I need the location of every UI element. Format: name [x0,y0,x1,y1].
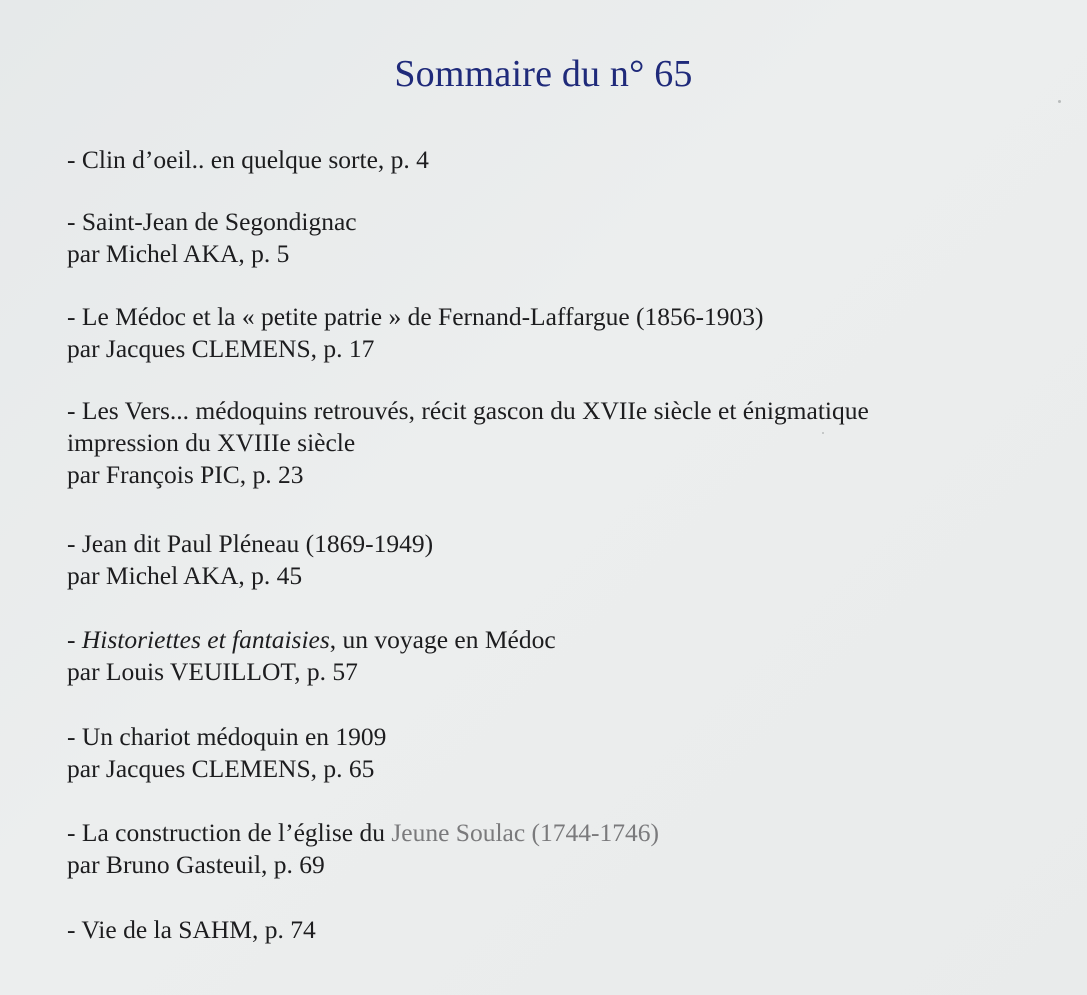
entry-title-rest: , un voyage en Médoc [329,625,556,654]
toc-entry [67,914,1057,946]
entry-title: - Le Médoc et la « petite patrie » de Fernand-Laffargue (1856-1903) [67,302,764,331]
entry-title-main: - La construction de l’église du [67,818,392,847]
entry-title: - Un chariot médoquin en 1909 [67,722,387,751]
entry-title: - Vie de la SAHM, p. 74 [67,915,316,944]
entry-author-page: par Michel AKA, p. 45 [67,561,303,590]
toc-entry [67,721,1057,785]
entry-author-page: par François PIC, p. 23 [67,460,304,489]
entry-author-page: par Louis VEUILLOT, p. 57 [67,657,358,686]
entry-title: - Saint-Jean de Segondignac [67,207,357,236]
toc-entry [67,144,1057,176]
entry-title [67,817,1057,849]
paper-speck [822,432,824,434]
entry-author-page: par Jacques CLEMENS, p. 65 [67,754,375,783]
toc-entry [67,817,1057,881]
toc-entry [67,301,1057,365]
toc-entry [67,206,1057,270]
entry-author-page: par Jacques CLEMENS, p. 17 [67,334,375,363]
entry-title: - Clin d’oeil.. en quelque sorte, p. 4 [67,145,429,174]
page-title: Sommaire du n° 65 [394,53,693,95]
entry-title: - Jean dit Paul Pléneau (1869-1949) [67,529,434,558]
entry-title-faded: Jeune Soulac (1744-1746) [391,818,660,847]
paper-speck [1058,100,1061,103]
entry-author-page: par Michel AKA, p. 5 [67,239,290,268]
entry-title-continued: impression du XVIIIe siècle [67,428,356,457]
entry-author-page: par Bruno Gasteuil, p. 69 [67,850,325,879]
entry-dash: - [67,625,82,654]
toc-entry [67,528,1057,592]
toc-entry [67,395,1057,491]
entry-title: - Les Vers... médoquins retrouvés, récit gascon du XVIIe siècle et énigmatique [67,396,869,425]
toc-entry [67,624,1057,688]
entry-title [67,624,1057,656]
entry-title-italic: Historiettes et fantaisies [81,625,330,654]
